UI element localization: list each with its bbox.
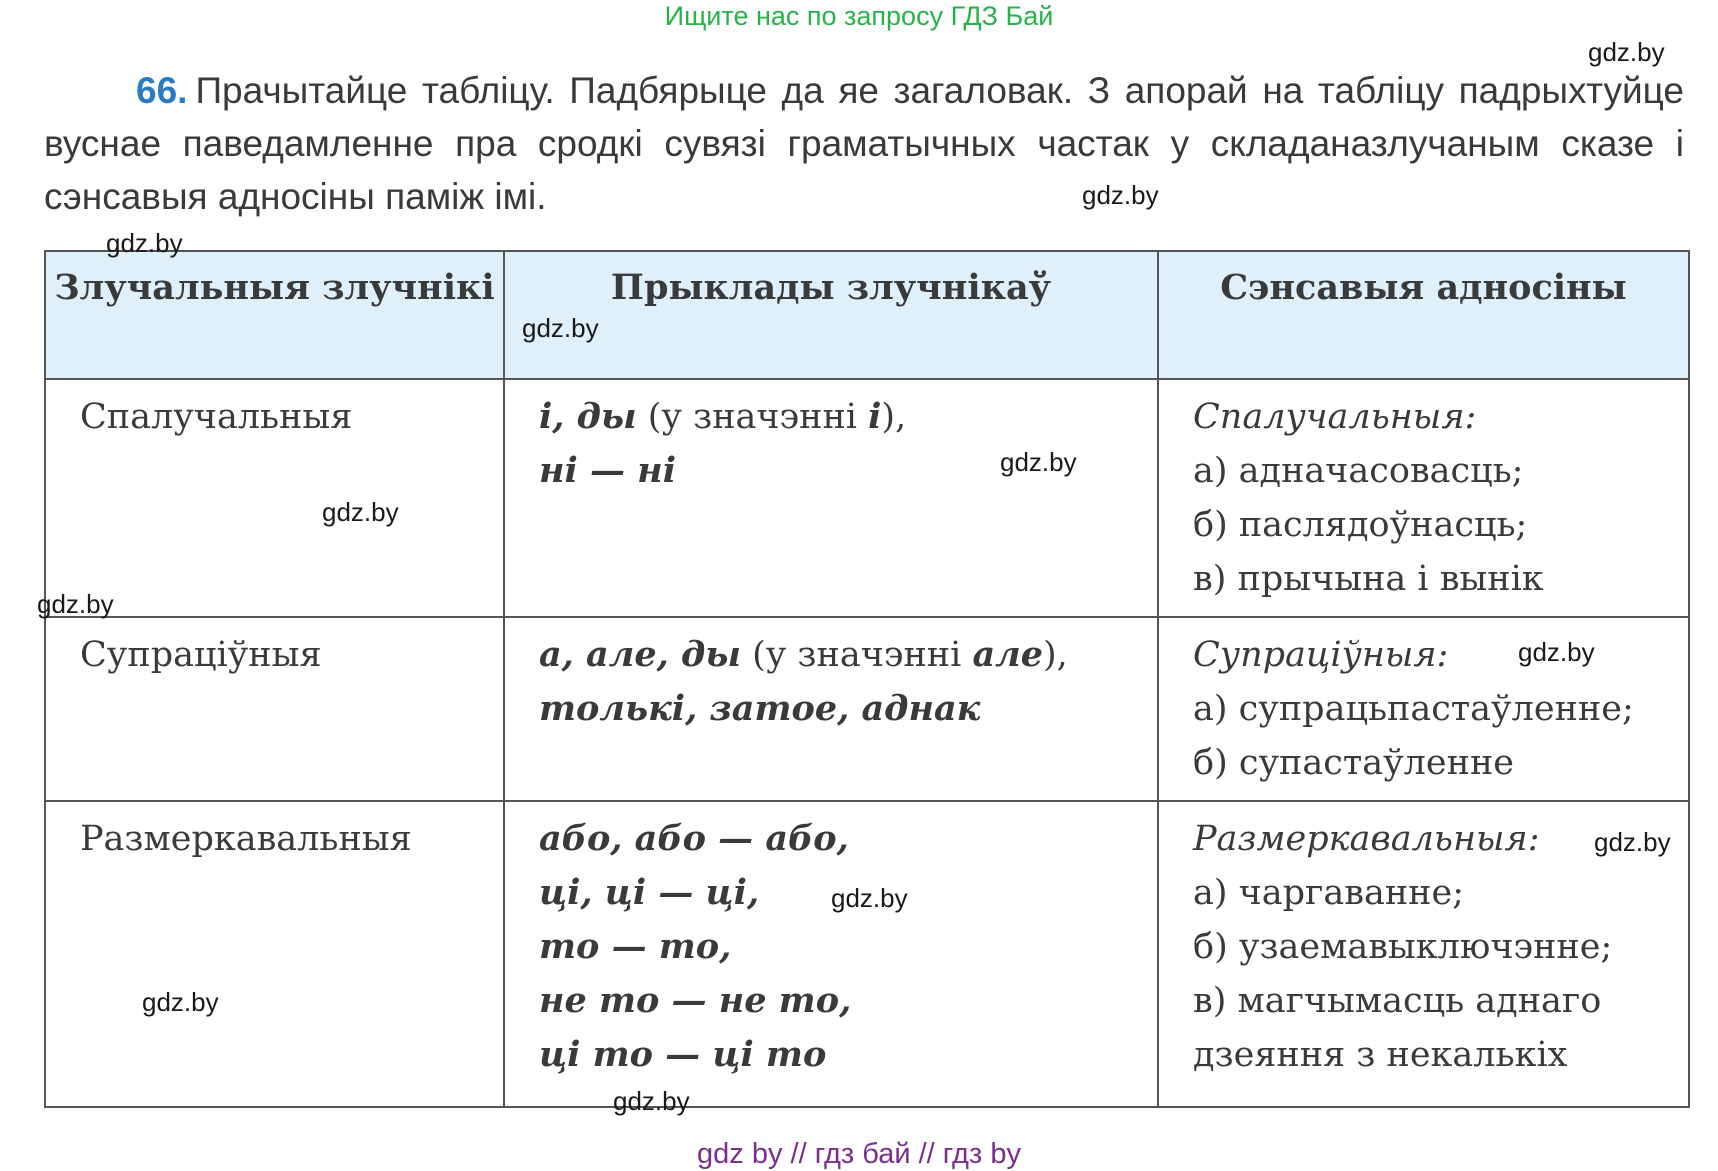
watermark: gdz.by	[37, 589, 114, 619]
relation-item: б) узаемавыключэнне;	[1193, 927, 1613, 967]
table-row	[45, 617, 1689, 801]
example-line: ні — ні	[539, 450, 676, 491]
example-line: толькі, затое, аднак	[539, 688, 981, 729]
relations-title: Супраціўныя:	[1193, 635, 1449, 675]
semantic-relations	[1158, 617, 1689, 801]
watermark: gdz.by	[613, 1086, 690, 1116]
watermark: gdz.by	[1082, 180, 1159, 210]
relations-title: Размеркавальныя:	[1193, 819, 1540, 859]
watermark: gdz.by	[106, 228, 183, 258]
example-line: і, ды (у значэнні і),	[539, 396, 907, 437]
watermark: gdz.by	[522, 313, 599, 343]
example-line: або, або — або,	[539, 818, 849, 859]
table-row	[45, 379, 1689, 617]
task-66	[44, 64, 1684, 223]
header-semantic-relations: Сэнсавыя адносіны	[1158, 251, 1689, 379]
task-text: Прачытайце табліцу. Падбярыце да яе загаловак. З апорай на табліцу падрыхтуйце вуснае паведамленне пра сродкі сувязі граматычных частак у складаназлучаным сказе і сэнсавыя адносіны паміж імі.	[44, 70, 1684, 217]
watermark: gdz.by	[831, 883, 908, 913]
example-line: то — то,	[539, 926, 732, 967]
example-line: ці, ці — ці,	[539, 872, 760, 913]
conjunction-type: Спалучальныя	[45, 379, 504, 617]
semantic-relations	[1158, 379, 1689, 617]
conjunction-type: Размеркавальныя	[45, 801, 504, 1107]
relations-title: Спалучальныя:	[1193, 397, 1477, 437]
relation-item: в) магчымасць аднаго	[1193, 981, 1602, 1021]
watermark: gdz.by	[142, 987, 219, 1017]
search-banner: Ищите нас по запросу ГДЗ Бай	[664, 1, 1054, 31]
relation-item: дзеяння з некалькіх	[1193, 1035, 1568, 1075]
relation-item: в) прычына і вынік	[1193, 559, 1544, 599]
conjunctions-table	[44, 250, 1690, 1108]
conjunction-type: Супраціўныя	[45, 617, 504, 801]
watermark: gdz.by	[1000, 447, 1077, 477]
header-conjunction-examples: Прыклады злучнікаў	[504, 251, 1158, 379]
conjunction-examples	[504, 379, 1158, 617]
conjunction-examples	[504, 801, 1158, 1107]
example-line: ці то — ці то	[539, 1034, 827, 1075]
watermark: gdz.by	[322, 497, 399, 527]
relation-item: а) адначасовасць;	[1193, 451, 1524, 491]
footer-links: gdz by // гдз бай // гдз by	[697, 1138, 1021, 1170]
relation-item: б) паслядоўнасць;	[1193, 505, 1528, 545]
example-line: не то — не то,	[539, 980, 852, 1021]
conjunction-examples	[504, 617, 1158, 801]
relation-item: а) супрацьпастаўленне;	[1193, 689, 1634, 729]
watermark: gdz.by	[1594, 827, 1671, 857]
table-row	[45, 801, 1689, 1107]
header-conjunction-types: Злучальныя злучнікі	[45, 251, 504, 379]
example-line: а, але, ды (у значэнні але),	[539, 634, 1068, 675]
relation-item: б) супастаўленне	[1193, 743, 1514, 783]
watermark: gdz.by	[1518, 637, 1595, 667]
watermark: gdz.by	[1588, 37, 1665, 67]
table-header-row	[45, 251, 1689, 379]
relation-item: а) чаргаванне;	[1193, 873, 1464, 913]
task-number: 66.	[136, 70, 188, 111]
